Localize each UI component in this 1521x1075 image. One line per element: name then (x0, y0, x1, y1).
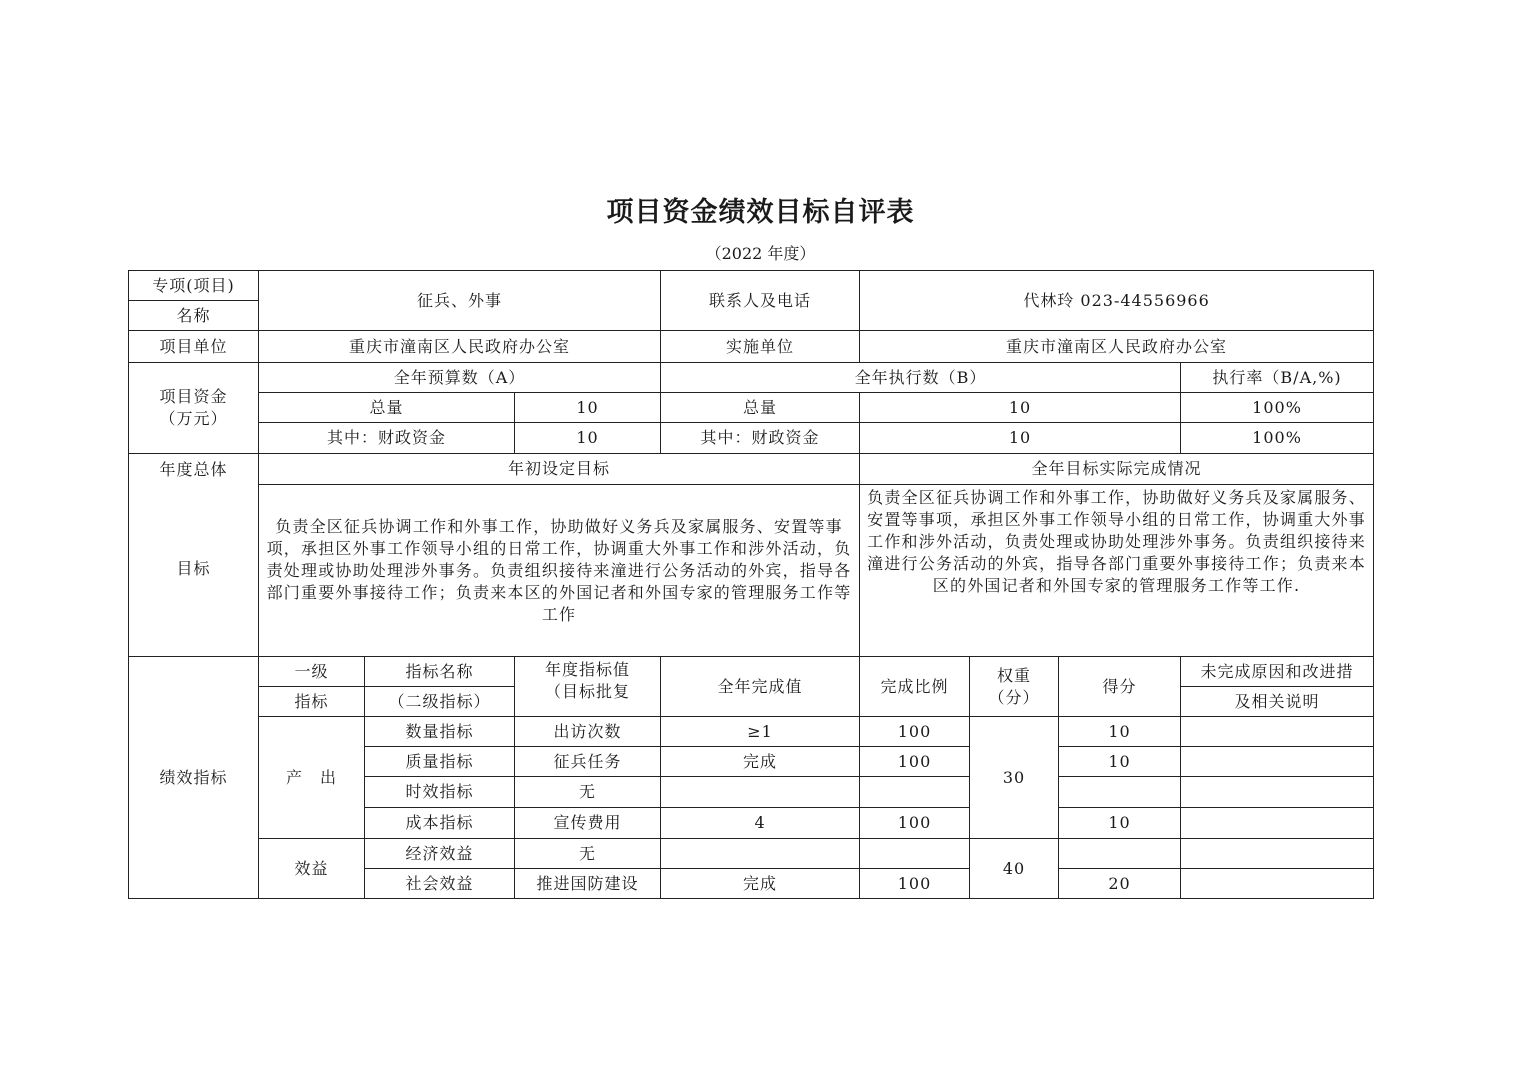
table-row-ratio: 100 (860, 717, 970, 747)
header-complete: 全年完成值 (661, 657, 860, 717)
project-name-label-1: 专项(项目) (129, 271, 259, 301)
table-row-complete (661, 839, 860, 869)
exec-fiscal-value: 10 (860, 423, 1181, 454)
exec-total-label: 总量 (661, 393, 860, 423)
table-row-reason (1181, 839, 1374, 869)
table-row-ratio: 100 (860, 747, 970, 777)
group-output-label: 产 出 (259, 717, 365, 839)
rate-header: 执行率（B/A,%) (1181, 363, 1374, 393)
exec-header: 全年执行数（B） (661, 363, 1181, 393)
header-name-b: （二级指标） (365, 687, 515, 717)
budget-total-label: 总量 (259, 393, 515, 423)
rate-fiscal-value: 100% (1181, 423, 1374, 454)
group-output-weight: 30 (970, 717, 1059, 839)
header-score: 得分 (1059, 657, 1181, 717)
table-row-reason (1181, 808, 1374, 839)
table-row-ratio (860, 777, 970, 808)
budget-fiscal-label: 其中：财政资金 (259, 423, 515, 454)
goals-label-1: 年度总体 (159, 460, 228, 479)
table-row-name: 质量指标 (365, 747, 515, 777)
table-row-complete (661, 777, 860, 808)
table-row-target: 征兵任务 (515, 747, 661, 777)
table-row-target: 无 (515, 777, 661, 808)
table-row-name: 社会效益 (365, 869, 515, 899)
header-level1-b: 指标 (259, 687, 365, 717)
initial-goal-text: 负责全区征兵协调工作和外事工作，协助做好义务兵及家属服务、安置等事项，承担区外事工作领导小组的日常工作，协调重大外事工作和涉外活动，负责处理或协助处理涉外事务。负责组织接待来潼进行公务活动的外宾，指导各部门重要外事接待工作；负责来本区的外国记者和外国专家的管理服务工作等工作 (259, 485, 860, 657)
funds-label: 项目资金 （万元） (129, 363, 259, 454)
rate-total-value: 100% (1181, 393, 1374, 423)
table-row-score: 10 (1059, 747, 1181, 777)
contact-value: 代林玲 023-44556966 (860, 271, 1374, 331)
header-level1-a: 一级 (259, 657, 365, 687)
table-row-name: 成本指标 (365, 808, 515, 839)
header-weight: 权重 （分） (970, 657, 1059, 717)
impl-unit-value: 重庆市潼南区人民政府办公室 (860, 331, 1374, 363)
table-row-reason (1181, 717, 1374, 747)
table-row-target: 推进国防建设 (515, 869, 661, 899)
table-row-score (1059, 777, 1181, 808)
group-benefit-weight: 40 (970, 839, 1059, 899)
table-row-score: 10 (1059, 717, 1181, 747)
page-title: 项目资金绩效目标自评表 (606, 197, 915, 228)
table-row-ratio (860, 839, 970, 869)
table-row-ratio: 100 (860, 808, 970, 839)
table-row-reason (1181, 869, 1374, 899)
evaluation-table (128, 270, 1374, 899)
contact-label: 联系人及电话 (661, 271, 860, 331)
table-row-complete: ≥1 (661, 717, 860, 747)
project-unit-value: 重庆市潼南区人民政府办公室 (259, 331, 661, 363)
table-row-complete: 完成 (661, 869, 860, 899)
exec-total-value: 10 (860, 393, 1181, 423)
table-row-name: 数量指标 (365, 717, 515, 747)
initial-goal-header: 年初设定目标 (259, 454, 860, 485)
header-name-a: 指标名称 (365, 657, 515, 687)
group-benefit-label: 效益 (259, 839, 365, 899)
page-subtitle: （2022 年度） (705, 244, 816, 263)
actual-goal-text: 负责全区征兵协调工作和外事工作，协助做好义务兵及家属服务、安置等事项，承担区外事工作领导小组的日常工作，协调重大外事工作和涉外活动，负责处理或协助处理涉外事务。负责组织接待来潼进行公务活动的外宾，指导各部门重要外事接待工作；负责来本区的外国记者和外国专家的管理服务工作等工作. (860, 485, 1374, 657)
table-row-target: 出访次数 (515, 717, 661, 747)
table-row-ratio: 100 (860, 869, 970, 899)
table-row-target: 无 (515, 839, 661, 869)
goals-label-2: 目标 (176, 559, 211, 578)
table-row-complete: 完成 (661, 747, 860, 777)
table-row-target: 宣传费用 (515, 808, 661, 839)
table-row-name: 经济效益 (365, 839, 515, 869)
table-row-reason (1181, 777, 1374, 808)
project-name-label-2: 名称 (129, 301, 259, 331)
table-row-score: 20 (1059, 869, 1181, 899)
budget-total-value: 10 (515, 393, 661, 423)
impl-unit-label: 实施单位 (661, 331, 860, 363)
budget-fiscal-value: 10 (515, 423, 661, 454)
project-name-value: 征兵、外事 (259, 271, 661, 331)
header-ratio: 完成比例 (860, 657, 970, 717)
table-row-score (1059, 839, 1181, 869)
budget-header: 全年预算数（A） (259, 363, 661, 393)
table-row-score: 10 (1059, 808, 1181, 839)
table-row-complete: 4 (661, 808, 860, 839)
table-row-name: 时效指标 (365, 777, 515, 808)
indicators-label: 绩效指标 (129, 657, 259, 899)
header-reason-b: 及相关说明 (1181, 687, 1374, 717)
exec-fiscal-label: 其中：财政资金 (661, 423, 860, 454)
header-target: 年度指标值 （目标批复 (515, 657, 661, 717)
goals-label (129, 454, 259, 657)
header-reason-a: 未完成原因和改进措 (1181, 657, 1374, 687)
actual-goal-header: 全年目标实际完成情况 (860, 454, 1374, 485)
project-unit-label: 项目单位 (129, 331, 259, 363)
table-row-reason (1181, 747, 1374, 777)
